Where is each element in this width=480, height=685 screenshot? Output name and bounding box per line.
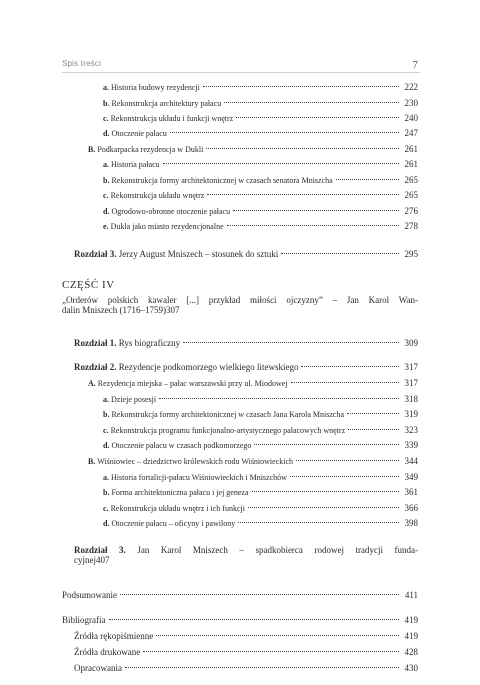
toc-chapter-entry[interactable] bbox=[74, 362, 418, 372]
toc-entry-page: 319 bbox=[404, 409, 418, 419]
toc-entry-page: 428 bbox=[404, 647, 418, 657]
dot-leader bbox=[125, 666, 399, 668]
dot-leader bbox=[336, 178, 399, 180]
dot-leader bbox=[203, 85, 399, 87]
toc-entry-prefix: c. bbox=[103, 191, 109, 200]
chapter-label: Rozdział 1. bbox=[74, 338, 117, 348]
toc-entry-title: Rekonstrukcja układu wnętrz i ich funkcji bbox=[110, 504, 245, 513]
toc-entry-title: Rekonstrukcja formy architektonicznej w czasach senatora Mniszcha bbox=[111, 176, 333, 185]
dot-leader bbox=[252, 490, 400, 492]
dot-leader bbox=[159, 397, 399, 399]
dot-leader bbox=[301, 365, 399, 367]
toc-entry-title: Opracowania bbox=[74, 663, 122, 673]
toc-section-entry[interactable] bbox=[88, 378, 418, 388]
toc-entry-title-line1: Jan Karol Mniszech – spadkobierca rodowej tradycji funda- bbox=[137, 545, 418, 555]
toc-entry-title: Rekonstrukcja układu i funkcji wnętrz bbox=[110, 114, 234, 123]
toc-entry-title: Dzieje posesji bbox=[111, 395, 157, 404]
toc-entry[interactable] bbox=[103, 425, 418, 435]
toc-entry[interactable] bbox=[103, 98, 418, 108]
toc-entry-title-line2: cyjnej bbox=[74, 555, 96, 565]
dot-leader bbox=[224, 101, 399, 103]
dot-leader bbox=[290, 475, 399, 477]
dot-leader bbox=[254, 443, 399, 445]
toc-entry-title: Historia pałacu bbox=[111, 160, 160, 169]
toc-entry-title: Forma architektoniczna pałacu i jej geneza bbox=[111, 488, 249, 497]
toc-entry-title: Wiśniowiec – dziedzictwo królewskich rodu Wiśniowieckich bbox=[97, 457, 294, 466]
dot-leader bbox=[170, 131, 399, 133]
toc-entry[interactable] bbox=[103, 487, 418, 497]
toc-entry-title: Źródła drukowane bbox=[74, 647, 141, 657]
toc-entry[interactable] bbox=[103, 394, 418, 404]
toc-chapter-entry[interactable] bbox=[74, 249, 418, 259]
toc-entry-page: 317 bbox=[404, 362, 418, 372]
toc-entry[interactable] bbox=[103, 518, 418, 528]
toc-entry-page: 222 bbox=[404, 82, 418, 92]
toc-chapter-entry[interactable] bbox=[74, 338, 418, 348]
toc-entry-title: Rekonstrukcja formy architektonicznej w czasach Jana Karola Mniszcha bbox=[111, 410, 345, 419]
dot-leader bbox=[296, 459, 399, 461]
toc-entry-page: 344 bbox=[404, 456, 418, 466]
header-divider bbox=[62, 72, 420, 73]
toc-entry[interactable] bbox=[103, 206, 418, 216]
toc-entry-page: 411 bbox=[404, 590, 418, 600]
toc-bibliography-item[interactable] bbox=[74, 663, 418, 673]
toc-chapter-entry[interactable] bbox=[74, 545, 418, 565]
page-number: 7 bbox=[412, 59, 418, 71]
chapter-label: Rozdział 3. bbox=[74, 249, 117, 259]
toc-entry-title-line2: dalin Mniszech (1716–1759) bbox=[62, 305, 166, 315]
toc-entry-page: 361 bbox=[404, 487, 418, 497]
toc-entry-page: 276 bbox=[404, 206, 418, 216]
toc-entry-prefix: d. bbox=[103, 519, 110, 528]
toc-entry[interactable] bbox=[103, 128, 418, 138]
dot-leader bbox=[109, 618, 400, 620]
toc-entry-prefix: c. bbox=[103, 114, 109, 123]
toc-entry-prefix: B. bbox=[88, 145, 96, 154]
toc-entry[interactable] bbox=[103, 82, 418, 92]
toc-entry-title: Źródła rękopiśmienne bbox=[74, 631, 154, 641]
toc-entry-page: 317 bbox=[404, 378, 418, 388]
dot-leader bbox=[281, 252, 399, 254]
toc-entry-page: 323 bbox=[404, 425, 418, 435]
toc-entry-title: Historia budowy rezydencji bbox=[111, 83, 200, 92]
toc-entry-prefix: b. bbox=[103, 488, 110, 497]
toc-entry-title: Otoczenie pałacu bbox=[111, 129, 167, 138]
dot-leader bbox=[163, 162, 399, 164]
toc-entry-page: 265 bbox=[404, 175, 418, 185]
toc-entry-page: 247 bbox=[404, 128, 418, 138]
dot-leader bbox=[143, 650, 399, 652]
toc-entry-page: 419 bbox=[404, 615, 418, 625]
toc-entry-prefix: B. bbox=[88, 457, 96, 466]
toc-entry-page: 261 bbox=[404, 159, 418, 169]
toc-entry-title: Rezydencje podkomorzego wielkiego litewskiego bbox=[118, 362, 299, 372]
toc-section-entry[interactable] bbox=[88, 144, 418, 154]
toc-entry-page: 339 bbox=[404, 440, 418, 450]
toc-entry-title: Rys biograficzny bbox=[118, 338, 181, 348]
toc-entry-prefix: c. bbox=[103, 426, 109, 435]
toc-entry-prefix: c. bbox=[103, 504, 109, 513]
toc-entry-page: 295 bbox=[404, 249, 418, 259]
toc-entry-prefix: e. bbox=[103, 222, 109, 231]
toc-entry-prefix: a. bbox=[103, 395, 109, 404]
dot-leader bbox=[347, 412, 399, 414]
toc-entry-page: 407 bbox=[96, 555, 110, 565]
dot-leader bbox=[348, 428, 399, 430]
dot-leader bbox=[183, 341, 399, 343]
toc-entry-title: Rezydencja miejska – pałac warszawski przy ul. Miodowej bbox=[97, 379, 288, 388]
toc-entry-title: Otoczenie pałacu w czasach podkomorzego bbox=[111, 441, 252, 450]
toc-entry-prefix: b. bbox=[103, 99, 110, 108]
toc-entry-page: 419 bbox=[404, 631, 418, 641]
toc-entry-title: Podkarpacka rezydencja w Dukli bbox=[97, 145, 204, 154]
dot-leader bbox=[120, 593, 399, 595]
toc-entry-page: 349 bbox=[404, 472, 418, 482]
toc-entry-page: 430 bbox=[404, 663, 418, 673]
toc-entry-prefix: A. bbox=[88, 379, 96, 388]
toc-entry-prefix: d. bbox=[103, 441, 110, 450]
toc-entry-page: 398 bbox=[404, 518, 418, 528]
toc-entry-title: Ogrodowo-obronne otoczenie pałacu bbox=[111, 207, 231, 216]
dot-leader bbox=[156, 634, 399, 636]
dot-leader bbox=[207, 193, 399, 195]
toc-entry-title: Bibliografia bbox=[62, 615, 106, 625]
toc-entry[interactable] bbox=[103, 190, 418, 200]
toc-bibliography-item[interactable] bbox=[74, 631, 418, 641]
chapter-label: Rozdział 3. bbox=[74, 545, 126, 555]
toc-entry[interactable] bbox=[103, 472, 418, 482]
toc-summary-entry[interactable] bbox=[62, 590, 418, 600]
toc-entry-title: Dukla jako miasto rezydencjonalne bbox=[110, 222, 224, 231]
toc-entry-title: Rekonstrukcja układu wnętrz bbox=[110, 191, 205, 200]
toc-entry-title: Rekonstrukcja architektury pałacu bbox=[111, 99, 222, 108]
toc-entry-page: 366 bbox=[404, 503, 418, 513]
dot-leader bbox=[233, 209, 399, 211]
toc-entry[interactable] bbox=[103, 175, 418, 185]
toc-entry-page: 240 bbox=[404, 113, 418, 123]
toc-part-intro-entry[interactable] bbox=[62, 295, 418, 315]
toc-entry-prefix: d. bbox=[103, 129, 110, 138]
part-title: CZĘŚĆ IV bbox=[62, 279, 115, 291]
toc-entry-page: 318 bbox=[404, 394, 418, 404]
toc-entry-title: Otoczenie pałacu – oficyny i pawilony bbox=[111, 519, 236, 528]
toc-entry[interactable] bbox=[103, 113, 418, 123]
toc-entry-prefix: d. bbox=[103, 207, 110, 216]
toc-bibliography-item[interactable] bbox=[74, 647, 418, 657]
toc-entry-title: Historia fortalicji-pałacu Wiśniowieckich i Mniszchów bbox=[111, 473, 287, 482]
toc-entry[interactable] bbox=[103, 221, 418, 231]
dot-leader bbox=[236, 116, 399, 118]
toc-entry-prefix: b. bbox=[103, 410, 110, 419]
toc-entry-page: 278 bbox=[404, 221, 418, 231]
running-header-title: Spis treści bbox=[62, 59, 102, 68]
toc-section-entry[interactable] bbox=[88, 456, 418, 466]
toc-entry[interactable] bbox=[103, 159, 418, 169]
toc-entry-prefix: a. bbox=[103, 160, 109, 169]
toc-entry-page: 230 bbox=[404, 98, 418, 108]
toc-entry-page: 309 bbox=[404, 338, 418, 348]
toc-entry-title-line1: „Orderów polskich kawaler [...] przykład miłości ojczyzny” – Jan Karol Wan- bbox=[62, 295, 418, 305]
toc-entry[interactable] bbox=[103, 440, 418, 450]
toc-entry-prefix: b. bbox=[103, 176, 110, 185]
toc-entry[interactable] bbox=[103, 503, 418, 513]
toc-entry-title: Jerzy August Mniszech – stosunek do sztuki bbox=[118, 249, 279, 259]
dot-leader bbox=[206, 147, 399, 149]
toc-entry-title: Podsumowanie bbox=[62, 590, 117, 600]
dot-leader bbox=[291, 381, 400, 383]
toc-entry-prefix: a. bbox=[103, 83, 109, 92]
toc-entry-page: 261 bbox=[404, 144, 418, 154]
dot-leader bbox=[238, 521, 399, 523]
toc-entry-page: 307 bbox=[165, 305, 180, 315]
chapter-label: Rozdział 2. bbox=[74, 362, 117, 372]
toc-entry-prefix: a. bbox=[103, 473, 109, 482]
dot-leader bbox=[227, 224, 399, 226]
toc-entry[interactable] bbox=[103, 409, 418, 419]
dot-leader bbox=[248, 506, 399, 508]
toc-entry-title: Rekonstrukcja programu funkcjonalno-artystycznego pałacowych wnętrz bbox=[110, 426, 346, 435]
toc-bibliography-entry[interactable] bbox=[62, 615, 418, 625]
toc-entry-page: 265 bbox=[404, 190, 418, 200]
